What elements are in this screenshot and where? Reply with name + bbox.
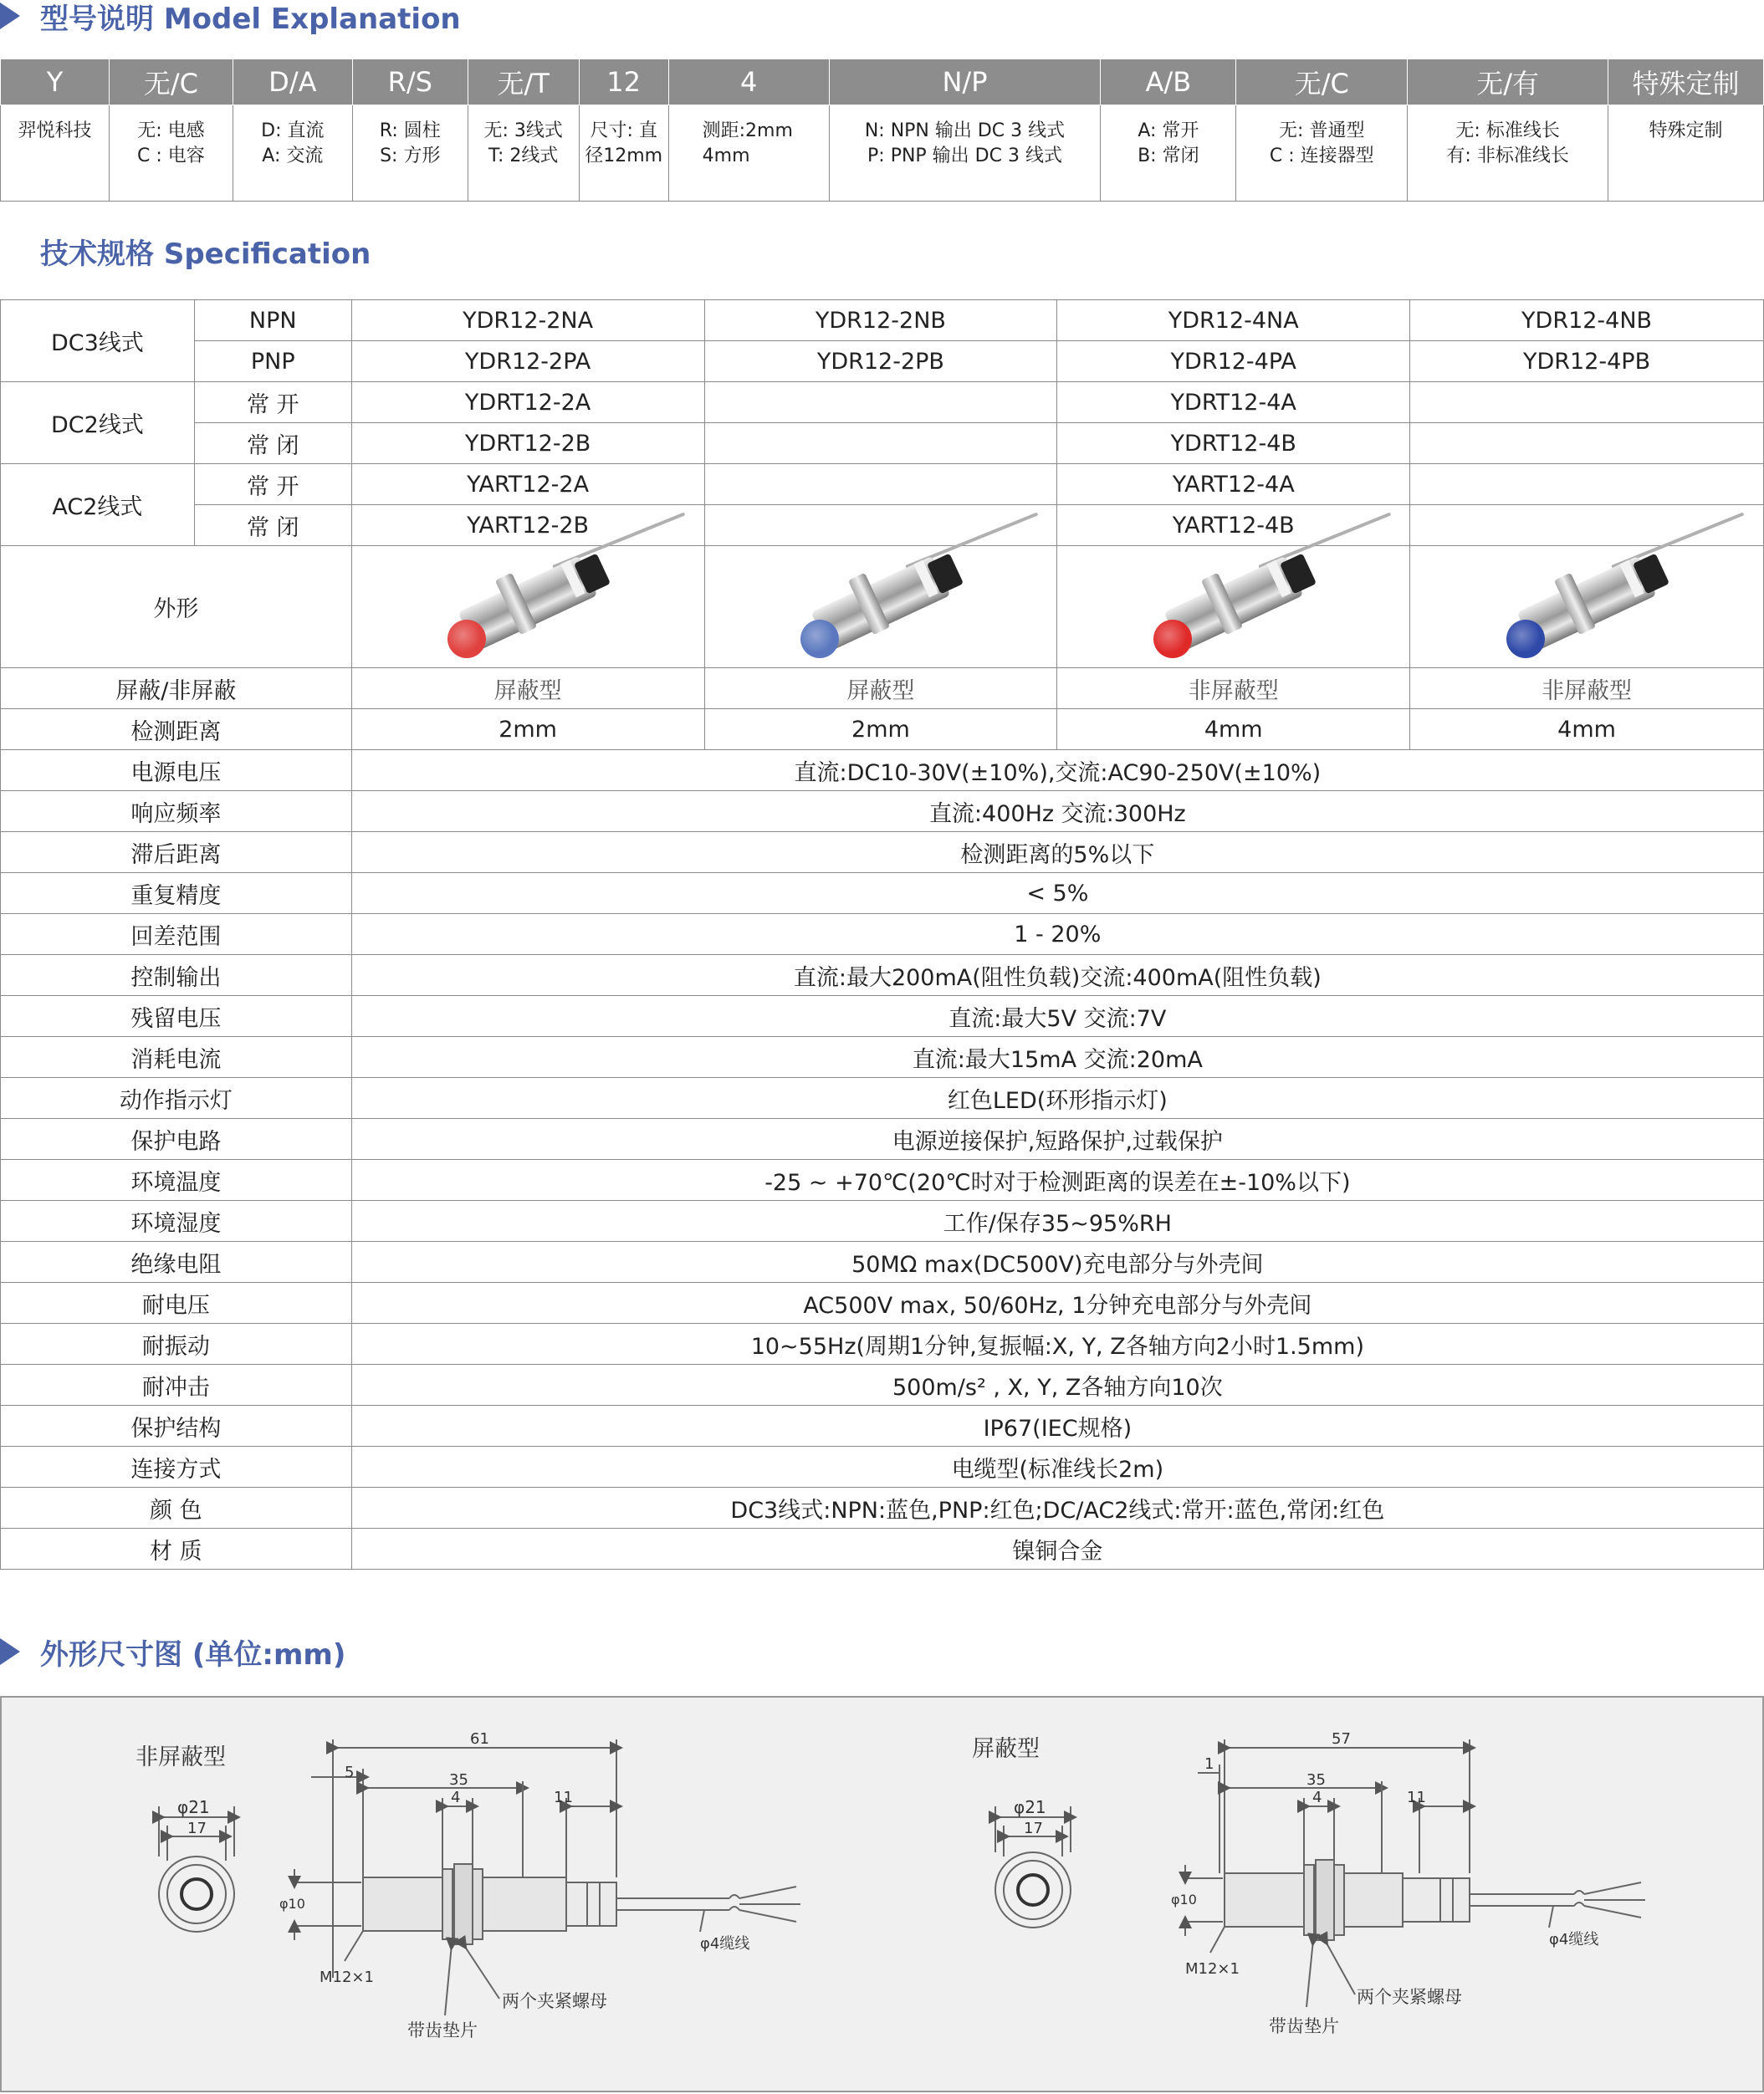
spec-label: 残留电压 bbox=[1, 996, 352, 1037]
model-cell-line: 有: 非标准线长 bbox=[1446, 146, 1569, 166]
model-header: 特殊定制 bbox=[1608, 59, 1764, 105]
model-header: A/B bbox=[1101, 59, 1236, 105]
model-cell-line: D: 直流 bbox=[261, 120, 325, 141]
spec-row bbox=[1, 1324, 1764, 1365]
sensor-image bbox=[427, 549, 628, 666]
sensor-cap bbox=[800, 620, 839, 658]
sensor-cap bbox=[447, 620, 486, 658]
model-cell-line: 尺寸: 直 bbox=[590, 120, 657, 141]
spec-value: 电缆型(标准线长2m) bbox=[351, 1447, 1763, 1488]
shield-value: 屏蔽型 bbox=[351, 668, 704, 709]
output-type-label: 常 闭 bbox=[194, 423, 351, 464]
model-header: D/A bbox=[233, 59, 352, 105]
svg-text:φ4缆线: φ4缆线 bbox=[1549, 1931, 1599, 1948]
svg-text:M12×1: M12×1 bbox=[320, 1969, 374, 1986]
model-cell bbox=[352, 105, 468, 202]
svg-text:两个夹紧螺母: 两个夹紧螺母 bbox=[502, 1991, 607, 2011]
specification-title bbox=[40, 230, 371, 272]
spec-row bbox=[1, 1488, 1764, 1529]
distance-value: 2mm bbox=[351, 709, 704, 750]
model-cell-line: 无: 电感 bbox=[137, 120, 205, 141]
specification-table bbox=[0, 299, 1764, 1570]
model-cell-line: C : 电容 bbox=[137, 146, 205, 166]
svg-text:35: 35 bbox=[449, 1771, 468, 1789]
shield-label: 屏蔽/非屏蔽 bbox=[1, 668, 352, 709]
model-number-cell: YDRT12-4B bbox=[1057, 423, 1410, 464]
output-type-label: 常 开 bbox=[194, 382, 351, 423]
spec-row bbox=[1, 914, 1764, 955]
dimension-drawing-panel bbox=[0, 1696, 1764, 2092]
model-number-cell: YDR12-2PA bbox=[351, 341, 704, 382]
svg-text:带齿垫片: 带齿垫片 bbox=[407, 2020, 478, 2040]
spec-row bbox=[1, 791, 1764, 832]
svg-text:φ10: φ10 bbox=[1171, 1892, 1197, 1908]
spec-row bbox=[1, 955, 1764, 996]
model-number-cell bbox=[704, 423, 1057, 464]
svg-text:17: 17 bbox=[1024, 1820, 1043, 1837]
sensor-photo bbox=[351, 546, 704, 668]
model-cell-line: 羿悦科技 bbox=[18, 120, 92, 141]
model-number-cell: YDR12-2PB bbox=[704, 341, 1057, 382]
unshielded-drawing bbox=[135, 1730, 800, 2040]
spec-value: 镍铜合金 bbox=[351, 1529, 1763, 1570]
spec-row bbox=[1, 750, 1764, 791]
spec-label: 耐冲击 bbox=[1, 1365, 352, 1406]
svg-text:φ21: φ21 bbox=[1014, 1797, 1046, 1817]
svg-text:4: 4 bbox=[1312, 1789, 1322, 1806]
model-number-row bbox=[1, 423, 1764, 464]
model-cell-line: S: 方形 bbox=[380, 146, 441, 166]
spec-label: 回差范围 bbox=[1, 914, 352, 955]
model-cell-line: 无: 普通型 bbox=[1279, 120, 1365, 141]
spec-value: 工作/保存35~95%RH bbox=[351, 1201, 1763, 1242]
distance-value: 2mm bbox=[704, 709, 1057, 750]
svg-text:φ10: φ10 bbox=[279, 1896, 305, 1912]
model-number-cell: YDRT12-2B bbox=[351, 423, 704, 464]
spec-row bbox=[1, 1242, 1764, 1283]
model-cell-line: 径12mm bbox=[585, 146, 663, 166]
model-number-cell: YDR12-4NB bbox=[1410, 300, 1764, 341]
shield-value: 非屏蔽型 bbox=[1057, 668, 1410, 709]
shielded-drawing bbox=[972, 1730, 1645, 2036]
model-number-cell: YDRT12-4A bbox=[1057, 382, 1410, 423]
svg-text:φ4缆线: φ4缆线 bbox=[700, 1935, 750, 1953]
model-cell-line: R: 圆柱 bbox=[379, 120, 441, 141]
model-cell-line: 特殊定制 bbox=[1649, 120, 1723, 141]
model-explanation-title bbox=[0, 0, 461, 37]
triangle-icon bbox=[0, 3, 20, 29]
model-header-row bbox=[1, 59, 1764, 105]
appearance-row bbox=[1, 546, 1764, 668]
sensor-cap bbox=[1506, 620, 1545, 658]
spec-label: 耐振动 bbox=[1, 1324, 352, 1365]
model-number-cell: YDR12-4NA bbox=[1057, 300, 1410, 341]
model-cell-line: P: PNP 输出 DC 3 线式 bbox=[867, 146, 1062, 166]
spec-value: AC500V max, 50/60Hz, 1分钟充电部分与外壳间 bbox=[351, 1283, 1763, 1324]
svg-text:φ21: φ21 bbox=[177, 1797, 210, 1817]
dimension-drawing bbox=[2, 1698, 1762, 2091]
model-cell bbox=[668, 105, 829, 202]
spec-label: 电源电压 bbox=[1, 750, 352, 791]
model-number-cell bbox=[704, 382, 1057, 423]
svg-text:5: 5 bbox=[345, 1764, 355, 1781]
spec-value: 检测距离的5%以下 bbox=[351, 832, 1763, 873]
svg-text:1: 1 bbox=[1204, 1755, 1214, 1773]
svg-text:11: 11 bbox=[554, 1789, 573, 1806]
sensor-photo bbox=[1410, 546, 1764, 668]
spec-value: 直流:400Hz 交流:300Hz bbox=[351, 791, 1763, 832]
model-header: 4 bbox=[668, 59, 829, 105]
shield-row bbox=[1, 668, 1764, 709]
model-cell bbox=[1, 105, 110, 202]
spec-row bbox=[1, 832, 1764, 873]
wiring-type-label: DC3线式 bbox=[1, 300, 195, 382]
spec-row bbox=[1, 1406, 1764, 1447]
model-number-cell bbox=[704, 464, 1057, 505]
spec-value: < 5% bbox=[351, 873, 1763, 914]
spec-value: 10~55Hz(周期1分钟,复振幅:X, Y, Z各轴方向2小时1.5mm) bbox=[351, 1324, 1763, 1365]
unshielded-title: 非屏蔽型 bbox=[135, 1744, 226, 1770]
spec-value: 电源逆接保护,短路保护,过载保护 bbox=[351, 1119, 1763, 1160]
svg-text:11: 11 bbox=[1407, 1789, 1426, 1806]
wiring-type-label: DC2线式 bbox=[1, 382, 195, 464]
model-header: N/P bbox=[829, 59, 1101, 105]
svg-text:M12×1: M12×1 bbox=[1185, 1960, 1240, 1978]
spec-label: 连接方式 bbox=[1, 1447, 352, 1488]
model-number-cell: YDRT12-2A bbox=[351, 382, 704, 423]
model-number-row bbox=[1, 300, 1764, 341]
spec-row bbox=[1, 873, 1764, 914]
model-cell bbox=[829, 105, 1101, 202]
sensor-image bbox=[780, 549, 981, 666]
spec-label: 颜 色 bbox=[1, 1488, 352, 1529]
model-number-cell: YDR12-4PA bbox=[1057, 341, 1410, 382]
spec-value: 直流:最大15mA 交流:20mA bbox=[351, 1037, 1763, 1078]
model-number-cell: YART12-2B bbox=[351, 505, 704, 546]
spec-value: 直流:最大200mA(阻性负载)交流:400mA(阻性负载) bbox=[351, 955, 1763, 996]
svg-text:61: 61 bbox=[470, 1730, 489, 1748]
distance-row bbox=[1, 709, 1764, 750]
spec-label: 保护结构 bbox=[1, 1406, 352, 1447]
output-type-label: 常 开 bbox=[194, 464, 351, 505]
spec-value: 红色LED(环形指示灯) bbox=[351, 1078, 1763, 1119]
spec-label: 耐电压 bbox=[1, 1283, 352, 1324]
shield-value: 屏蔽型 bbox=[704, 668, 1057, 709]
model-number-cell: YDR12-4PB bbox=[1410, 341, 1764, 382]
spec-value: 1 - 20% bbox=[351, 914, 1763, 955]
spec-value: 直流:DC10-30V(±10%),交流:AC90-250V(±10%) bbox=[351, 750, 1763, 791]
sensor-cap bbox=[1153, 620, 1192, 658]
model-cell bbox=[1101, 105, 1236, 202]
output-type-label: NPN bbox=[194, 300, 351, 341]
model-body-row bbox=[1, 105, 1764, 202]
model-cell-line: A: 常开 bbox=[1138, 120, 1199, 141]
sensor-photo bbox=[704, 546, 1057, 668]
model-number-cell: YDR12-2NA bbox=[351, 300, 704, 341]
spec-row bbox=[1, 1201, 1764, 1242]
spec-value: 500m/s² , X, Y, Z各轴方向10次 bbox=[351, 1365, 1763, 1406]
model-number-cell bbox=[1410, 382, 1764, 423]
spec-label: 环境温度 bbox=[1, 1160, 352, 1201]
model-cell-line: A: 交流 bbox=[262, 146, 324, 166]
model-explanation-table bbox=[0, 59, 1764, 202]
distance-value: 4mm bbox=[1057, 709, 1410, 750]
spec-label: 控制输出 bbox=[1, 955, 352, 996]
spec-label: 消耗电流 bbox=[1, 1037, 352, 1078]
model-cell-line: C : 连接器型 bbox=[1269, 146, 1374, 166]
model-header: 12 bbox=[579, 59, 668, 105]
spec-value: DC3线式:NPN:蓝色,PNP:红色;DC/AC2线式:常开:蓝色,常闭:红色 bbox=[351, 1488, 1763, 1529]
svg-text:两个夹紧螺母: 两个夹紧螺母 bbox=[1357, 1987, 1462, 2007]
model-number-cell: YART12-2A bbox=[351, 464, 704, 505]
spec-label: 响应频率 bbox=[1, 791, 352, 832]
spec-label: 材 质 bbox=[1, 1529, 352, 1570]
spec-label: 动作指示灯 bbox=[1, 1078, 352, 1119]
model-header: R/S bbox=[352, 59, 468, 105]
model-cell-line: 4mm bbox=[702, 146, 750, 166]
spec-label: 滞后距离 bbox=[1, 832, 352, 873]
spec-label: 绝缘电阻 bbox=[1, 1242, 352, 1283]
model-cell bbox=[1408, 105, 1608, 202]
model-cell bbox=[468, 105, 579, 202]
spec-row bbox=[1, 996, 1764, 1037]
svg-text:带齿垫片: 带齿垫片 bbox=[1269, 2016, 1339, 2036]
model-header: 无/T bbox=[468, 59, 579, 105]
model-cell bbox=[233, 105, 352, 202]
appearance-label: 外形 bbox=[1, 546, 352, 668]
model-cell-line: N: NPN 输出 DC 3 线式 bbox=[864, 120, 1066, 141]
model-cell-line: T: 2线式 bbox=[488, 146, 559, 166]
model-cell bbox=[109, 105, 233, 202]
output-type-label: 常 闭 bbox=[194, 505, 351, 546]
dimension-title bbox=[0, 1631, 345, 1673]
svg-text:57: 57 bbox=[1332, 1730, 1351, 1748]
model-number-cell: YART12-4A bbox=[1057, 464, 1410, 505]
model-number-row bbox=[1, 505, 1764, 546]
sensor-image bbox=[1486, 549, 1687, 666]
spec-value: 直流:最大5V 交流:7V bbox=[351, 996, 1763, 1037]
wiring-type-label: AC2线式 bbox=[1, 464, 195, 546]
spec-row bbox=[1, 1119, 1764, 1160]
spec-row bbox=[1, 1447, 1764, 1488]
sensor-image bbox=[1133, 549, 1334, 666]
output-type-label: PNP bbox=[194, 341, 351, 382]
section-title-text: 外形尺寸图 (单位:mm) bbox=[40, 1637, 346, 1672]
spec-value: IP67(IEC规格) bbox=[351, 1406, 1763, 1447]
distance-value: 4mm bbox=[1410, 709, 1764, 750]
model-number-row bbox=[1, 464, 1764, 505]
model-number-cell: YART12-4B bbox=[1057, 505, 1410, 546]
distance-label: 检测距离 bbox=[1, 709, 352, 750]
svg-text:17: 17 bbox=[187, 1820, 207, 1837]
spec-row bbox=[1, 1078, 1764, 1119]
model-number-row bbox=[1, 382, 1764, 423]
model-header: Y bbox=[1, 59, 110, 105]
model-header: 无/有 bbox=[1408, 59, 1608, 105]
svg-text:35: 35 bbox=[1306, 1771, 1326, 1789]
spec-label: 保护电路 bbox=[1, 1119, 352, 1160]
spec-value: 50MΩ max(DC500V)充电部分与外壳间 bbox=[351, 1242, 1763, 1283]
model-number-row bbox=[1, 341, 1764, 382]
model-cell bbox=[1236, 105, 1408, 202]
model-cell-line: 无: 标准线长 bbox=[1455, 120, 1560, 141]
model-number-cell bbox=[1410, 464, 1764, 505]
model-header: 无/C bbox=[109, 59, 233, 105]
sensor-photo bbox=[1057, 546, 1410, 668]
model-cell bbox=[1608, 105, 1764, 202]
triangle-icon bbox=[0, 1638, 20, 1665]
shielded-title: 屏蔽型 bbox=[972, 1736, 1040, 1762]
front-view-outer bbox=[159, 1857, 234, 1932]
model-cell-line: B: 常闭 bbox=[1138, 146, 1199, 166]
spec-label: 重复精度 bbox=[1, 873, 352, 914]
model-number-cell bbox=[1410, 423, 1764, 464]
model-cell-line: 无: 3线式 bbox=[483, 120, 563, 141]
spec-row bbox=[1, 1037, 1764, 1078]
spec-row bbox=[1, 1160, 1764, 1201]
spec-row bbox=[1, 1365, 1764, 1406]
model-cell bbox=[579, 105, 668, 202]
section-title-text: 型号说明 Model Explanation bbox=[40, 2, 461, 36]
spec-label: 环境湿度 bbox=[1, 1201, 352, 1242]
shield-value: 非屏蔽型 bbox=[1410, 668, 1764, 709]
svg-text:4: 4 bbox=[451, 1789, 461, 1806]
spec-row bbox=[1, 1283, 1764, 1324]
section-title-text: 技术规格 Specification bbox=[40, 237, 371, 271]
spec-value: -25 ~ +70℃(20℃时对于检测距离的误差在±-10%以下) bbox=[351, 1160, 1763, 1201]
model-number-cell: YDR12-2NB bbox=[704, 300, 1057, 341]
spec-row bbox=[1, 1529, 1764, 1570]
model-cell-line: 测距:2mm bbox=[702, 120, 793, 141]
model-header: 无/C bbox=[1236, 59, 1408, 105]
